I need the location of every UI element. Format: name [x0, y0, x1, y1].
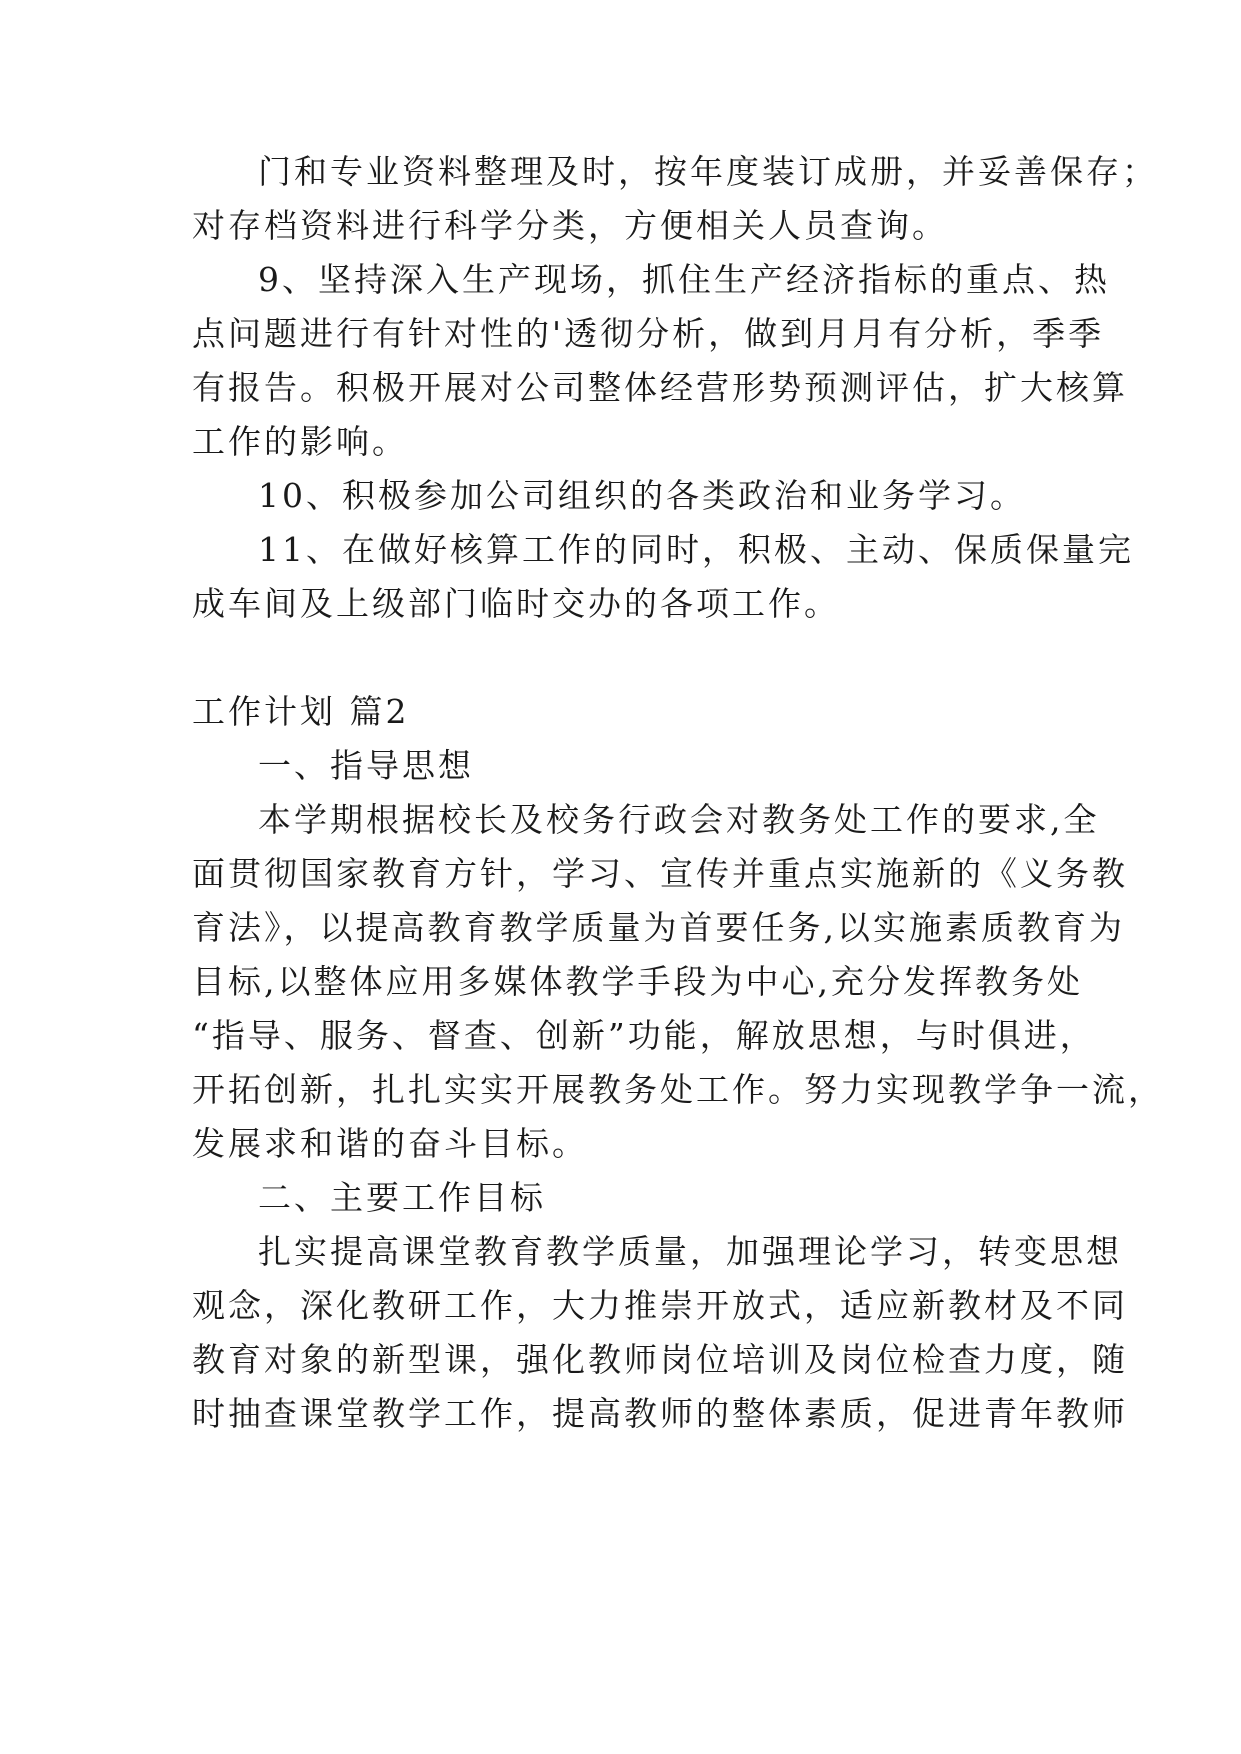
text-line: 目标,以整体应用多媒体教学手段为中心,充分发挥教务处	[192, 962, 1083, 1001]
text-line: 点问题进行有针对性的'透彻分析，做到月月有分析，季季	[192, 314, 1105, 353]
text-line: 扎实提高课堂教育教学质量，加强理论学习，转变思想	[258, 1232, 1122, 1271]
text-line: 开拓创新，扎扎实实开展教务处工作。努力实现教学争一流，	[192, 1070, 1164, 1109]
text-line: 9、坚持深入生产现场，抓住生产经济指标的重点、热	[258, 260, 1110, 299]
text-line: 10、积极参加公司组织的各类政治和业务学习。	[258, 476, 1026, 515]
text-line: 观念，深化教研工作，大力推崇开放式，适应新教材及不同	[192, 1286, 1128, 1325]
text-line: “指导、服务、督查、创新”功能，解放思想，与时俱进，	[192, 1016, 1096, 1055]
text-line: 对存档资料进行科学分类，方便相关人员查询。	[192, 206, 948, 245]
text-line: 有报告。积极开展对公司整体经营形势预测评估，扩大核算	[192, 368, 1128, 407]
subsection-heading: 一、指导思想	[258, 746, 474, 785]
text-line: 教育对象的新型课，强化教师岗位培训及岗位检查力度，随	[192, 1340, 1128, 1379]
text-line: 成车间及上级部门临时交办的各项工作。	[192, 584, 840, 623]
text-line: 门和专业资料整理及时，按年度装订成册，并妥善保存；	[258, 152, 1158, 191]
text-line: 育法》，以提高教育教学质量为首要任务,以实施素质教育为	[192, 908, 1125, 947]
section-heading: 工作计划 篇2	[192, 692, 410, 731]
text-line: 发展求和谐的奋斗目标。	[192, 1124, 588, 1163]
text-line: 工作的影响。	[192, 422, 408, 461]
text-line: 本学期根据校长及校务行政会对教务处工作的要求,全	[258, 800, 1100, 839]
document-page	[192, 0, 1164, 1754]
text-line: 面贯彻国家教育方针，学习、宣传并重点实施新的《义务教	[192, 854, 1128, 893]
text-line: 时抽查课堂教学工作，提高教师的整体素质，促进青年教师	[192, 1394, 1128, 1433]
subsection-heading: 二、主要工作目标	[258, 1178, 546, 1217]
text-line: 11、在做好核算工作的同时，积极、主动、保质保量完	[258, 530, 1134, 569]
